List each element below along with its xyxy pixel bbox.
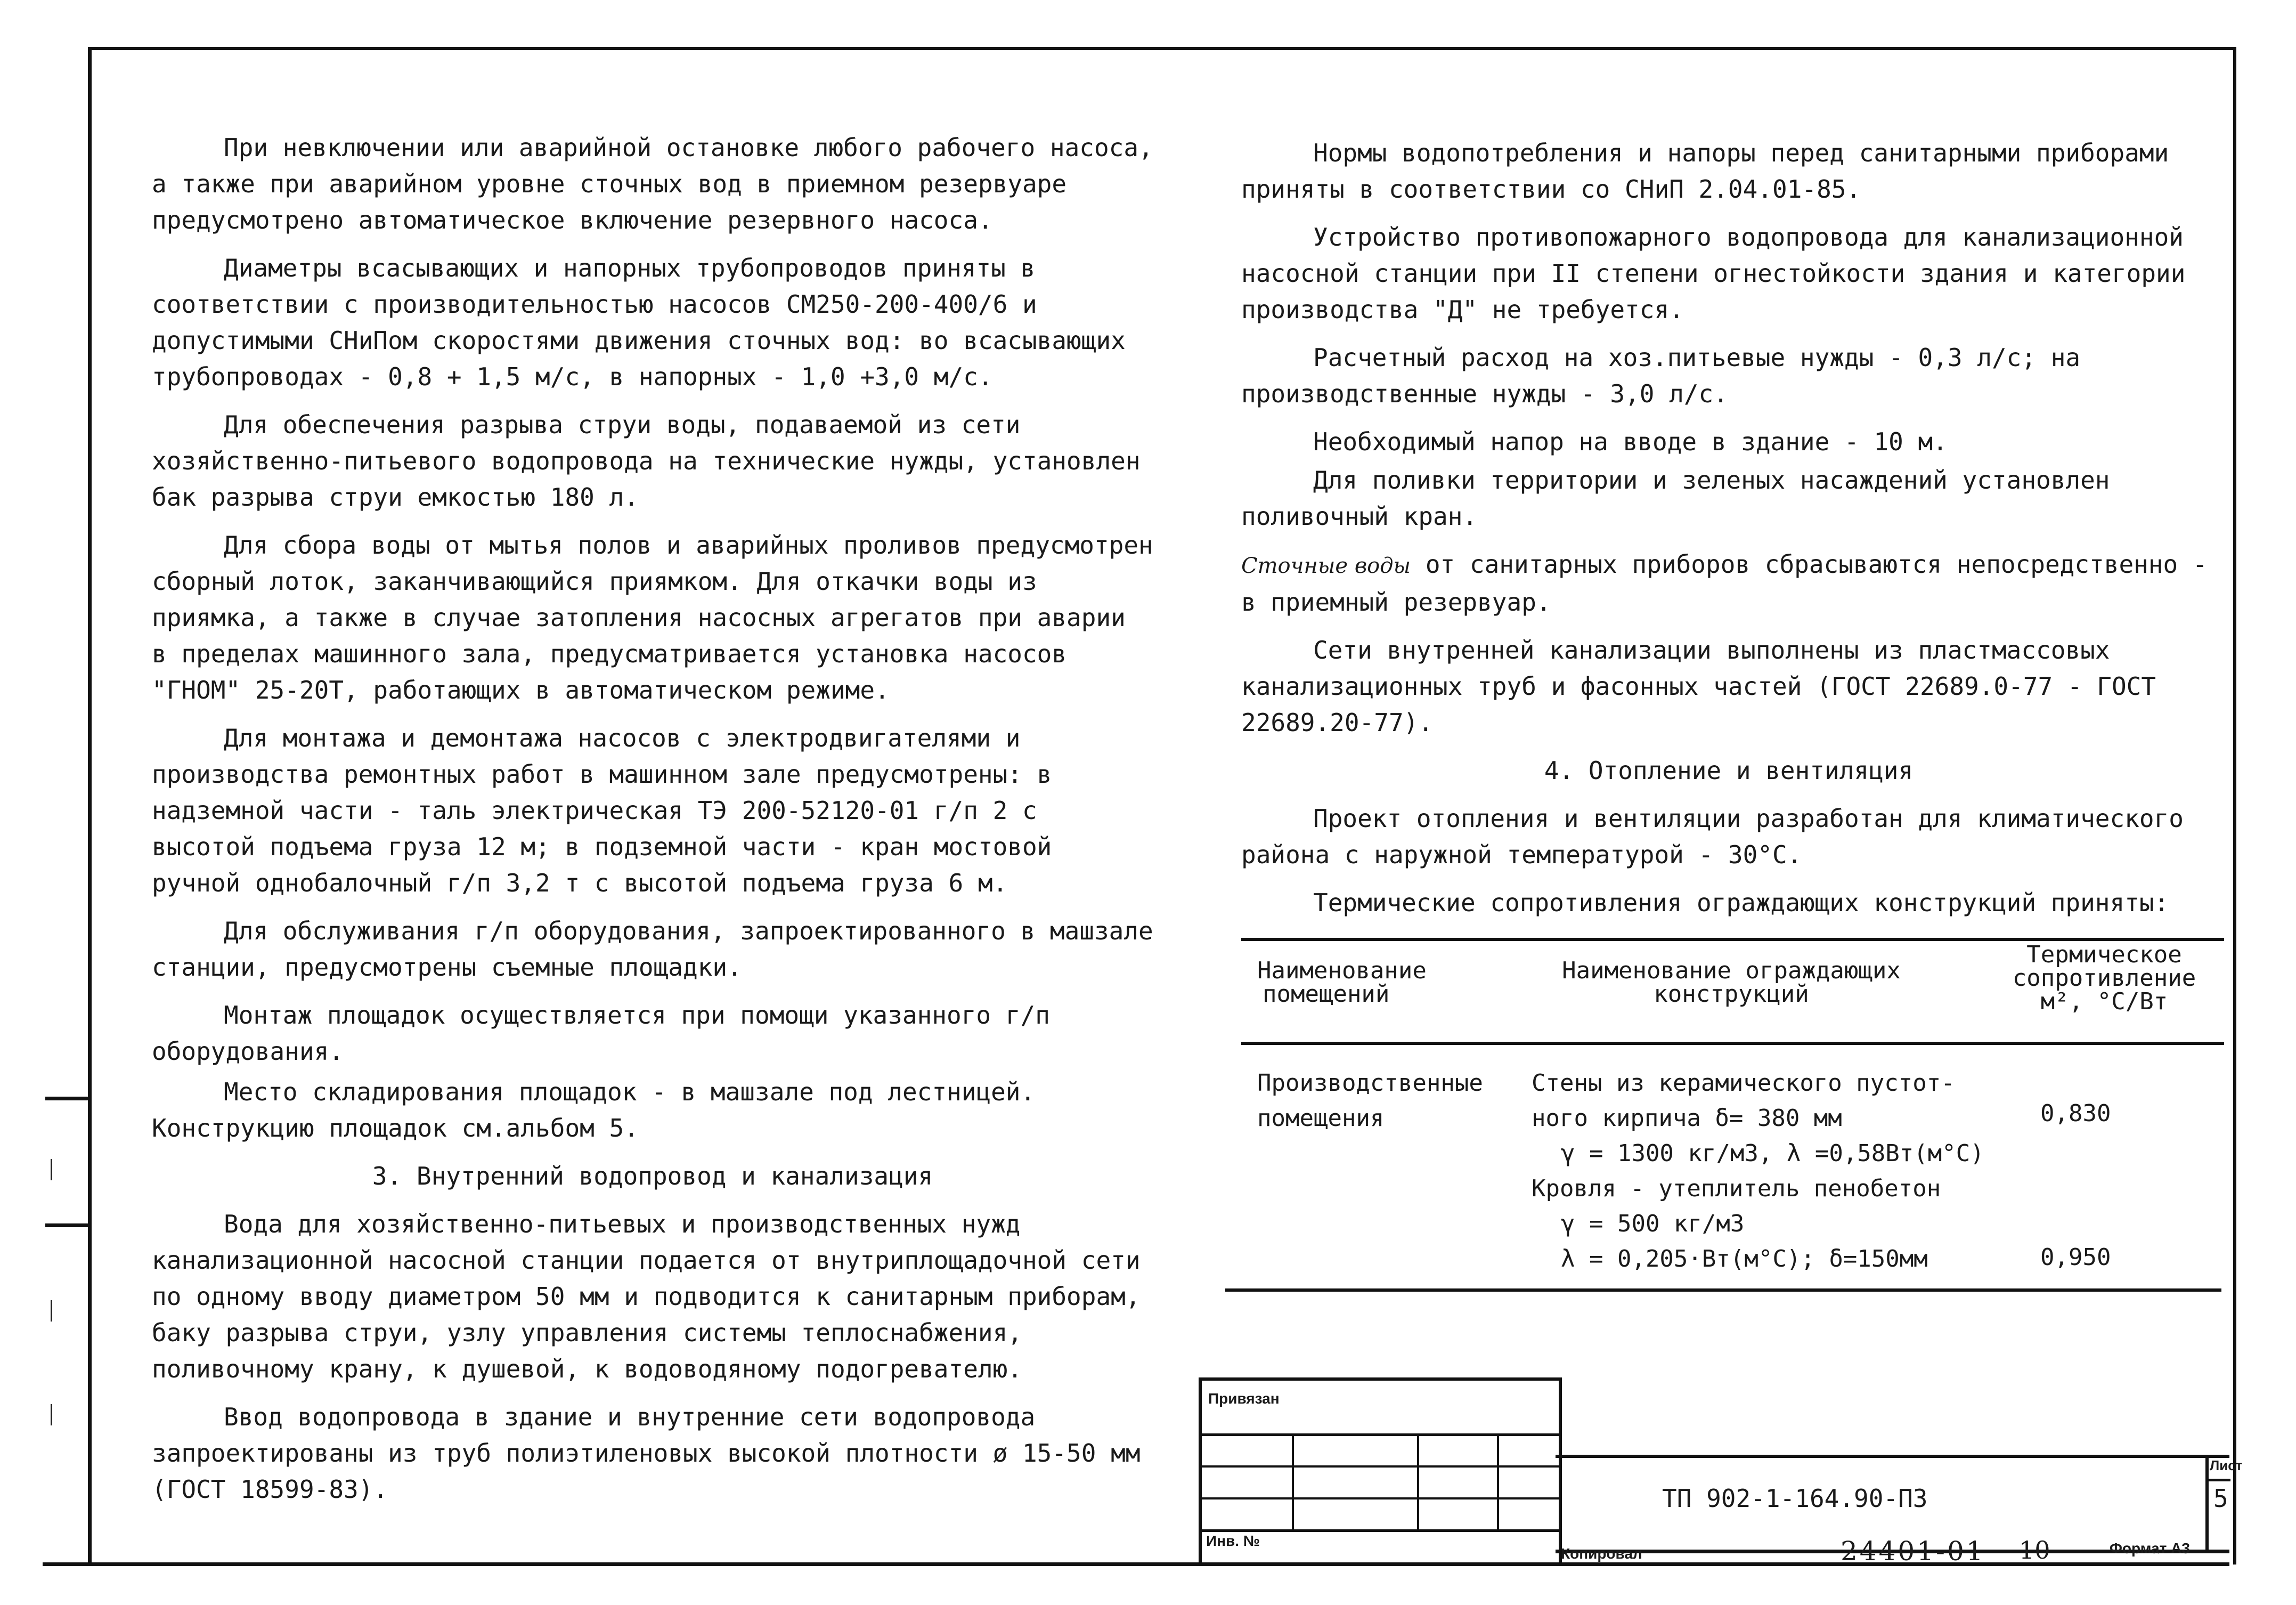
paragraph: Необходимый напор на вводе в здание - 10 м.: [1313, 427, 1948, 456]
document-code: ТП 902-1-164.90-ПЗ: [1662, 1484, 1928, 1513]
header-construction: Наименование ограждающих конструкций: [1562, 957, 1901, 1008]
handwritten-note: Сточные воды: [1241, 554, 1411, 578]
paragraph: Для обеспечения разрыва струи воды, подаваемой из сети хозяйственно-питьевого водопровода на технические нужды, установлен бак разрыва струи емкостью 180 л.: [152, 410, 1141, 512]
binding-stub: [45, 1097, 89, 1100]
paragraph: Для сбора воды от мытья полов и аварийных проливов предусмотрен сборный лоток, заканчивающийся приямком. Для откачки воды из приямка, а также в случае затопления насосных агрегатов при аварии в пределах машинного зала, предусматривается установка насосов "ГНОМ" 25-20Т, работающих в автоматическом режиме.: [152, 531, 1153, 704]
code-top-rule: [1556, 1455, 2229, 1458]
binding-tick: [51, 1300, 52, 1322]
grid-rule: [1199, 1433, 1559, 1436]
paragraph: Диаметры всасывающих и напорных трубопроводов приняты в соответствии с производительностью насосов СМ250-200-400/6 и допустимыми СНиПом скоростями движения сточных вод: во всасывающих трубопроводах - 0,8 + 1,5 м/с, в напорных - 1,0 +3,0 м/с.: [152, 254, 1126, 391]
paragraph: Термические сопротивления ограждающих конструкций приняты:: [1313, 888, 2169, 917]
sheet-divider: [2205, 1455, 2209, 1551]
archive-number: 24401-01: [1841, 1536, 1985, 1567]
sheet-label: Лист: [2210, 1457, 2243, 1473]
sheet-number: 5: [2213, 1484, 2228, 1513]
section-heading: 3. Внутренний водопровод и канализация: [372, 1162, 933, 1190]
grid-rule: [1199, 1529, 1559, 1532]
table-bottom-rule: [1225, 1288, 2221, 1292]
grid-col: [1497, 1433, 1499, 1529]
paragraph: Проект отопления и вентиляции разработан для климатического района с наружной температурой - 30°С.: [1241, 804, 2184, 869]
paragraph: Для монтажа и демонтажа насосов с электродвигателями и производства ремонтных работ в машинном зале предусмотрены: в надземной части - таль электрическая ТЭ 200-52120-01 г/п 2 с высотой подъема груза 12 м; в подземной части - кран мостовой ручной однобалочный г/п 3,2 т с высотой подъема груза 6 м.: [152, 724, 1052, 897]
page-mark: 10: [2019, 1536, 2050, 1565]
paragraph: Сточные воды от санитарных приборов сбрасываются непосредственно - в приемный резервуар.: [1241, 550, 2208, 617]
inv-no-label: Инв. №: [1206, 1533, 1260, 1549]
grid-col: [1417, 1433, 1419, 1529]
row-room: Производственные помещения: [1257, 1069, 1483, 1132]
value-walls: 0,830: [2040, 1100, 2111, 1127]
format-label: Формат А3: [2110, 1540, 2190, 1557]
header-room: Наименование помещений: [1257, 957, 1427, 1008]
binding-stub: [45, 1223, 89, 1227]
table-header-rule: [1241, 1042, 2224, 1045]
paragraph: Для обслуживания г/п оборудования, запроектированного в машзале станции, предусмотрены съемные площадки.: [152, 917, 1153, 982]
paragraph: Монтаж площадок осуществляется при помощи указанного г/п оборудования.: [152, 1001, 1050, 1066]
paragraph: Сети внутренней канализации выполнены из пластмассовых канализационных труб и фасонных частей (ГОСТ 22689.0-77 - ГОСТ 22689.20-77).: [1241, 636, 2156, 737]
paragraph: Ввод водопровода в здание и внутренние сети водопровода запроектированы из труб полиэтиленовых высокой плотности ø 15-50 мм (ГОСТ 18599-83).: [152, 1403, 1141, 1504]
paragraph: Вода для хозяйственно-питьевых и производственных нужд канализационной насосной станции подается от внутриплощадочной сети по одному вводу диаметром 50 мм и подводится к санитарным приборам, баку разрыва струи, узлу управления системы теплоснабжения, поливочному крану, к душевой, к водоводяному подогревателю.: [152, 1210, 1141, 1383]
copied-label: Копировал: [1561, 1545, 1642, 1562]
grid-rule: [1199, 1497, 1559, 1499]
grid-col: [1292, 1433, 1294, 1529]
header-resistance: Термическое сопротивление м², °С/Вт: [2012, 941, 2196, 1015]
privyazan-label: Привязан: [1208, 1390, 1280, 1407]
section-heading: 4. Отопление и вентиляция: [1544, 756, 1914, 785]
title-block: [1199, 1377, 2243, 1562]
grid-rule: [1199, 1465, 1559, 1468]
paragraph: Для поливки территории и зеленых насаждений установлен поливочный кран.: [1241, 466, 2110, 531]
paragraph: При невключении или аварийной остановке любого рабочего насоса, а также при аварийном уровне сточных вод в приемном резервуаре предусмотрено автоматическое включение резервного насоса.: [152, 133, 1153, 234]
paragraph: Устройство противопожарного водопровода для канализационной насосной станции при II степени огнестойкости здания и категории производства "Д" не требуется.: [1241, 223, 2186, 324]
value-roof: 0,950: [2040, 1244, 2111, 1271]
paragraph: Место складирования площадок - в машзале под лестницей. Конструкцию площадок см.альбом 5.: [152, 1077, 1036, 1142]
sheet-rule: [2207, 1479, 2230, 1481]
paragraph: Нормы водопотребления и напоры перед санитарными приборами приняты в соответствии со СНиП 2.04.01-85.: [1241, 139, 2169, 204]
paragraph: Расчетный расход на хоз.питьевые нужды - 0,3 л/с; на производственные нужды - 3,0 л/с.: [1241, 343, 2081, 408]
left-column: [152, 129, 1153, 1519]
row-construction: Стены из керамического пустот- ного кирпича δ= 380 мм γ = 1300 кг/м3, λ =0,58Вт(м°С) Кровля - утеплитель пенобетон γ = 500 кг/м3 λ = 0,205·Вт(м°С); δ=150мм: [1532, 1069, 1984, 1272]
binding-tick: [51, 1404, 52, 1425]
binding-tick: [51, 1159, 52, 1180]
right-column: [1241, 135, 2216, 933]
